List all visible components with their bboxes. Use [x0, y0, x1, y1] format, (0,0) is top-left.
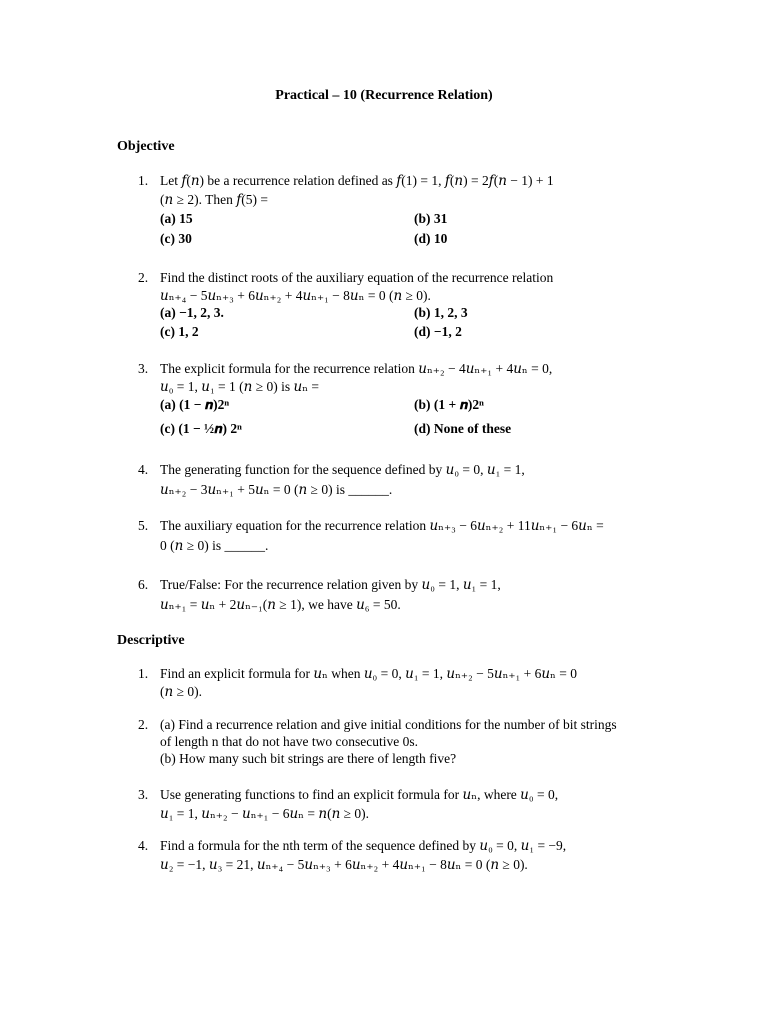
option-a: (a) 15	[160, 211, 193, 226]
question-text-line: (b) How many such bit strings are there of length five?	[160, 751, 457, 766]
option-d: (d) 10	[414, 231, 448, 246]
question-text-line: Use generating functions to find an explicit formula for 𝑢ₙ, where 𝑢₀ = 0,	[160, 787, 559, 802]
question-text-line: 𝑢₁ = 1, 𝑢ₙ₊₂ − 𝑢ₙ₊₁ − 6𝑢ₙ = 𝑛(𝑛 ≥ 0).	[160, 806, 370, 821]
page-title: Practical – 10 (Recurrence Relation)	[275, 88, 493, 103]
question-text-line: The generating function for the sequence defined by 𝑢₀ = 0, 𝑢₁ = 1,	[160, 462, 525, 477]
option-d: (d) −1, 2	[414, 324, 462, 339]
question-text-line: 0 (𝑛 ≥ 0) is ______.	[160, 538, 269, 553]
question-number: 3.	[138, 787, 149, 802]
question-text-line: 𝑢ₙ₊₂ − 3𝑢ₙ₊₁ + 5𝑢ₙ = 0 (𝑛 ≥ 0) is ______.	[160, 482, 393, 497]
option-b: (b) 31	[414, 211, 448, 226]
section-heading-descriptive: Descriptive	[117, 633, 185, 648]
option-c: (c) 1, 2	[160, 324, 199, 339]
question-text-line: of length n that do not have two consecutive 0s.	[160, 734, 418, 749]
question-text-line: Find an explicit formula for 𝑢ₙ when 𝑢₀ = 0, 𝑢₁ = 1, 𝑢ₙ₊₂ − 5𝑢ₙ₊₁ + 6𝑢ₙ = 0	[160, 666, 578, 681]
question-number: 6.	[138, 577, 149, 592]
section-heading-objective: Objective	[117, 139, 175, 154]
question-number: 1.	[138, 173, 149, 188]
question-text-line: Find the distinct roots of the auxiliary equation of the recurrence relation	[160, 270, 554, 285]
question-number: 4.	[138, 462, 149, 477]
question-text-line: 𝑢₂ = −1, 𝑢₃ = 21, 𝑢ₙ₊₄ − 5𝑢ₙ₊₃ + 6𝑢ₙ₊₂ + 4𝑢ₙ₊₁ − 8𝑢ₙ = 0 (𝑛 ≥ 0).	[160, 857, 528, 872]
question-number: 1.	[138, 666, 149, 681]
option-a: (a) (1 − 𝒏)2ⁿ	[160, 397, 230, 412]
question-number: 2.	[138, 270, 149, 285]
question-text-line: Find a formula for the nth term of the sequence defined by 𝑢₀ = 0, 𝑢₁ = −9,	[160, 838, 567, 853]
question-text-line: (𝑛 ≥ 0).	[160, 684, 202, 699]
question-text-line: (𝑛 ≥ 2). Then 𝑓(5) =	[160, 192, 268, 207]
question-text-line: 𝑢ₙ₊₁ = 𝑢ₙ + 2𝑢ₙ₋₁(𝑛 ≥ 1), we have 𝑢₆ = 50.	[160, 597, 401, 612]
question-number: 5.	[138, 518, 149, 533]
option-a: (a) −1, 2, 3.	[160, 305, 224, 320]
option-c: (c) (1 − ½𝒏) 2ⁿ	[160, 421, 242, 436]
question-text-line: 𝑢₀ = 1, 𝑢₁ = 1 (𝑛 ≥ 0) is 𝑢ₙ =	[160, 379, 320, 394]
question-text-line: True/False: For the recurrence relation given by 𝑢₀ = 1, 𝑢₁ = 1,	[160, 577, 501, 592]
question-number: 4.	[138, 838, 149, 853]
option-d: (d) None of these	[414, 421, 512, 436]
question-number: 2.	[138, 717, 149, 732]
question-text-line: The explicit formula for the recurrence relation 𝑢ₙ₊₂ − 4𝑢ₙ₊₁ + 4𝑢ₙ = 0,	[160, 361, 553, 376]
option-b: (b) (1 + 𝒏)2ⁿ	[414, 397, 484, 412]
option-b: (b) 1, 2, 3	[414, 305, 468, 320]
question-text-line: 𝑢ₙ₊₄ − 5𝑢ₙ₊₃ + 6𝑢ₙ₊₂ + 4𝑢ₙ₊₁ − 8𝑢ₙ = 0 (𝑛 ≥ 0).	[160, 288, 431, 303]
question-number: 3.	[138, 361, 149, 376]
question-text-line: Let 𝑓(𝑛) be a recurrence relation defined as 𝑓(1) = 1, 𝑓(𝑛) = 2𝑓(𝑛 − 1) + 1	[160, 173, 554, 188]
option-c: (c) 30	[160, 231, 192, 246]
question-text-line: The auxiliary equation for the recurrence relation 𝑢ₙ₊₃ − 6𝑢ₙ₊₂ + 11𝑢ₙ₊₁ − 6𝑢ₙ =	[160, 518, 604, 533]
question-text-line: (a) Find a recurrence relation and give initial conditions for the number of bit strings	[160, 717, 617, 732]
